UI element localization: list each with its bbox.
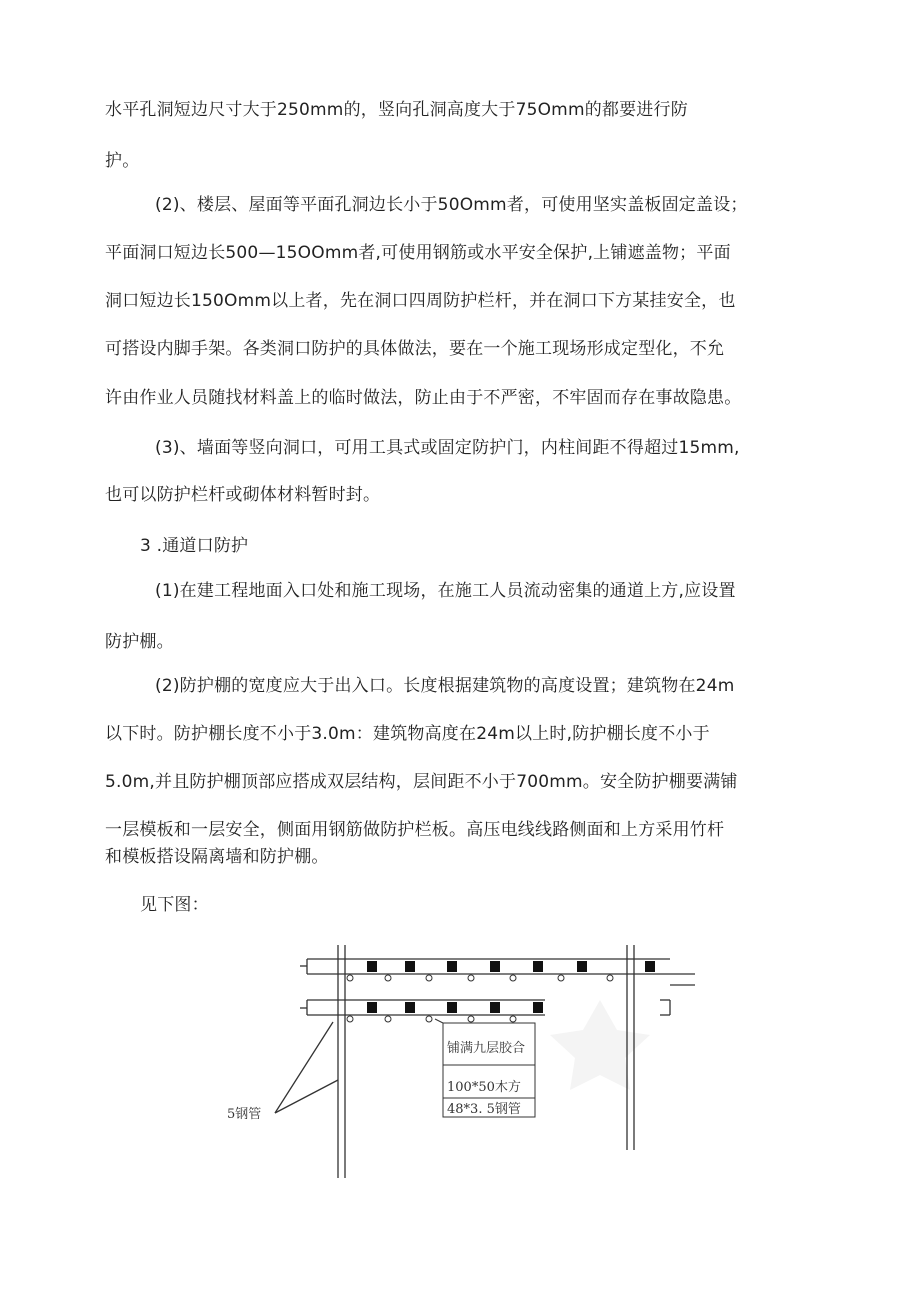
diagonal-brace <box>275 1022 338 1113</box>
paragraph-line: 一层模板和一层安全，侧面用钢筋做防护栏板。高压电线线路侧面和上方采用竹杆 <box>105 820 725 840</box>
paragraph-line: 许由作业人员随找材料盖上的临时做法，防止由于不严密，不牢固而存在事故隐患。 <box>105 388 742 408</box>
paragraph-line: (2)防护棚的宽度应大于出入口。长度根据建筑物的高度设置；建筑物在24m <box>155 676 735 696</box>
timber-label: 100*50木方 <box>447 1080 521 1095</box>
paragraph-line: (3)、墙面等竖向洞口，可用工具式或固定防护门，内柱间距不得超过15mm, <box>155 438 740 458</box>
steel-pipe-spec-label: 48*3. 5钢管 <box>447 1102 521 1117</box>
paragraph-line: 也可以防护栏杆或砌体材料暂时封。 <box>105 485 381 505</box>
paragraph-line: 以下时。防护棚长度不小于3.0m：建筑物高度在24m以上时,防护棚长度不小于 <box>105 724 710 744</box>
protective-shed-diagram <box>225 940 695 1185</box>
plywood-label: 铺满九层胶合 <box>447 1041 526 1056</box>
paragraph-line: (1)在建工程地面入口处和施工现场，在施工人员流动密集的通道上方,应设置 <box>155 581 736 601</box>
figure-caption-intro: 见下图： <box>140 895 209 915</box>
watermark <box>550 1000 650 1090</box>
paragraph-line: 水平孔洞短边尺寸大于250mm的，竖向孔洞高度大于75Omm的都要进行防 <box>105 100 688 120</box>
steel-pipe-left-label: 5钢管 <box>227 1107 262 1122</box>
paragraph-line: 5.0m,并且防护棚顶部应搭成双层结构，层间距不小于700mm。安全防护棚要满铺 <box>105 772 738 792</box>
paragraph-line: (2)、楼层、屋面等平面孔洞边长小于50Omm者，可使用坚实盖板固定盖设； <box>155 195 748 215</box>
lower-deck <box>300 1000 670 1015</box>
paragraph-line: 护。 <box>105 151 140 171</box>
paragraph-line: 洞口短边长150Omm以上者，先在洞口四周防护栏杆，并在洞口下方某挂安全，也 <box>105 291 736 311</box>
section-heading: 3 .通道口防护 <box>140 536 249 556</box>
paragraph-line: 防护棚。 <box>105 632 174 652</box>
timber-blocks-upper <box>367 961 655 972</box>
timber-blocks-lower <box>367 1002 543 1013</box>
paragraph-line: 可搭设内脚手架。各类洞口防护的具体做法，要在一个施工现场形成定型化，不允 <box>105 339 725 359</box>
paragraph-line: 平面洞口短边长500—15OOmm者,可使用钢筋或水平安全保护,上铺遮盖物；平面 <box>105 243 731 263</box>
paragraph-line: 和模板搭设隔离墙和防护棚。 <box>105 847 329 867</box>
